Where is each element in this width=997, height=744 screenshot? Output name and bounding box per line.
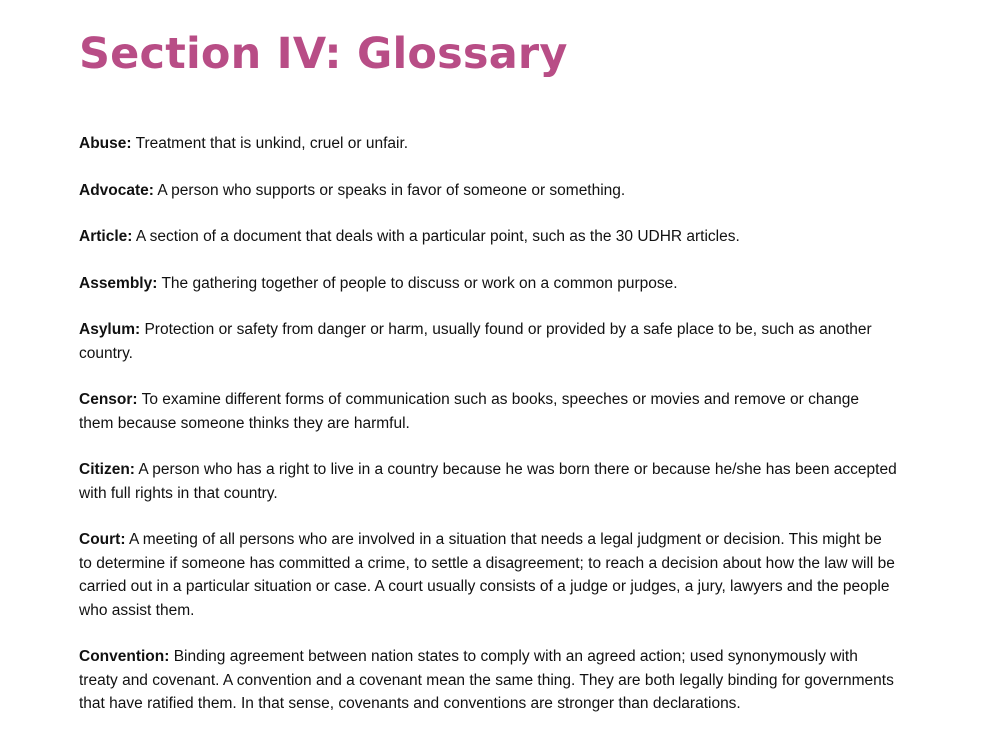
glossary-entry-court [79,528,897,622]
glossary-definition: A person who has a right to live in a country because he was born there or because he/she has been accepted with full rights in that country. [79,461,897,502]
glossary-definition: To examine different forms of communication such as books, speeches or movies and remove or change them because someone thinks they are harmful. [79,391,859,432]
glossary-entry-citizen [79,458,897,505]
glossary-term: Censor: [79,391,138,408]
glossary-definition: A meeting of all persons who are involved in a situation that needs a legal judgment or decision. This might be to determine if someone has committed a crime, to settle a disagreement; to reach a decision about how the law will be carried out in a particular situation or case. A court usually consists of a judge or judges, a jury, lawyers and the people who assist them. [79,531,895,619]
glossary-term: Article: [79,228,133,245]
page-title: Section IV: Glossary [79,29,568,79]
glossary-entry-article [79,225,897,249]
glossary-entry-convention [79,645,897,716]
glossary-entry-censor [79,388,897,435]
glossary-term: Convention: [79,648,170,665]
glossary-entry-asylum [79,318,897,365]
glossary-term: Advocate: [79,181,154,199]
glossary-list [79,132,897,716]
glossary-definition: Binding agreement between nation states to comply with an agreed action; used synonymously with treaty and covenant. A convention and a covenant mean the same thing. They are both legally binding for governments that have ratified them. In that sense, covenants and conventions are stronger than declarations. [79,648,894,712]
glossary-entry-assembly [79,272,897,296]
glossary-definition: The gathering together of people to discuss or work on a common purpose. [161,274,678,292]
glossary-definition: Treatment that is unkind, cruel or unfair. [135,135,409,152]
glossary-term: Citizen: [79,461,135,478]
glossary-term: Asylum: [79,321,141,338]
glossary-term: Abuse: [79,135,132,152]
glossary-definition: A person who supports or speaks in favor of someone or something. [157,181,626,199]
glossary-term: Assembly: [79,274,158,292]
glossary-entry-abuse [79,132,897,156]
glossary-term: Court: [79,531,126,548]
glossary-definition: A section of a document that deals with a particular point, such as the 30 UDHR articles. [135,228,740,245]
glossary-definition: Protection or safety from danger or harm, usually found or provided by a safe place to be, such as another country. [79,321,872,362]
glossary-entry-advocate [79,179,897,203]
